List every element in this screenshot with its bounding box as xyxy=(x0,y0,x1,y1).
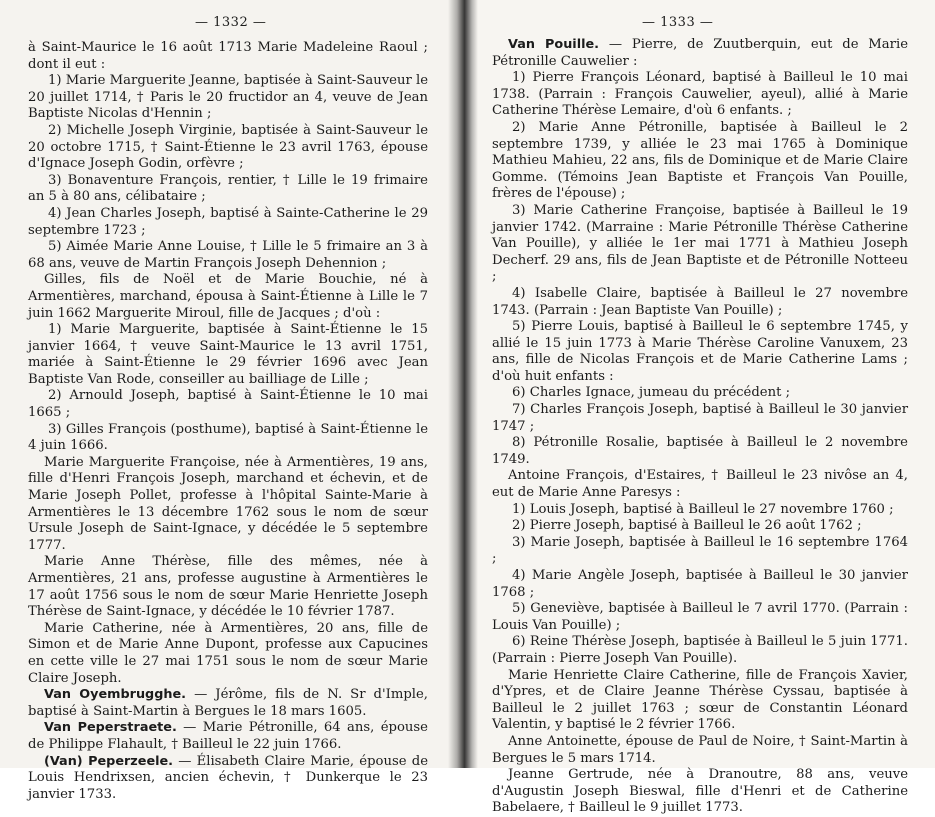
entry-text: — Élisabeth Claire Marie, épouse de Louis Hendrixsen, ancien échevin, † Dunkerque le 23 janvier 1733. xyxy=(28,753,428,802)
list-item: 2) Arnould Joseph, baptisé à Saint-Étienne le 10 mai 1665 ; xyxy=(28,388,428,421)
list-item: 1) Marie Marguerite Jeanne, baptisée à Saint-Sauveur le 20 juillet 1714, † Paris le 20 fructidor an 4, veuve de Jean Baptiste Nicolas d'Hennin ; xyxy=(28,73,428,122)
entry-heading: (Van) Peperzeele. xyxy=(44,753,174,769)
page-text xyxy=(492,37,908,817)
paragraph: à Saint-Maurice le 16 août 1713 Marie Madeleine Raoul ; dont il eut : xyxy=(28,40,428,72)
list-item: 3) Marie Joseph, baptisée à Bailleul le 16 septembre 1764 ; xyxy=(492,534,908,567)
list-item: 4) Isabelle Claire, baptisée à Bailleul le 27 novembre 1743. (Parrain : Jean Baptiste Van Pouille) ; xyxy=(492,285,908,318)
list-item: 5) Pierre Louis, baptisé à Bailleul le 6 septembre 1745, y allié le 15 juin 1773 à Marie Thérèse Caroline Vanuxem, 23 ans, fille de Nicolas François et de Marie Catherine Lams ; d'où huit enfants : xyxy=(492,319,908,384)
paragraph: Marie Anne Thérèse, fille des mêmes, née à Armentières, 21 ans, professe augustine à Armentières le 17 août 1756 sous le nom de sœur Marie Henriette Joseph Thérèse de Saint-Ignace, y décédée le 10 février 1787. xyxy=(28,554,428,620)
paragraph: Jeanne Gertrude, née à Dranoutre, 88 ans, veuve d'Augustin Joseph Bieswal, fille d'Henri et de Catherine Babelaere, † Bailleul le 9 juillet 1773. xyxy=(492,767,908,816)
list-item: 1) Pierre François Léonard, baptisé à Bailleul le 10 mai 1738. (Parrain : François Cauwelier, ayeul), allié à Marie Catherine Thérèse Lemaire, d'où 6 enfants. ; xyxy=(492,70,908,119)
entry-heading: Van Pouille. xyxy=(508,37,600,52)
paragraph: Marie Henriette Claire Catherine, fille de François Xavier, d'Ypres, et de Claire Jeanne Thérèse Cyssau, baptisée à Bailleul le 2 juillet 1763 ; sœur de Constantin Léonard Valentin, y baptisé le 2 février 1766. xyxy=(492,667,908,733)
list-item: 3) Bonaventure François, rentier, † Lille le 19 frimaire an 5 à 80 ans, célibataire ; xyxy=(28,172,428,205)
list-item: 5) Aimée Marie Anne Louise, † Lille le 5 frimaire an 3 à 68 ans, veuve de Martin François Joseph Dehennion ; xyxy=(28,239,428,271)
right-page xyxy=(462,0,935,816)
entry-van-peperzeele xyxy=(28,754,428,804)
list-item: 1) Marie Marguerite, baptisée à Saint-Étienne le 15 janvier 1664, † veuve Saint-Maurice le 13 avril 1751, mariée à Saint-Étienne le 29 février 1696 avec Jean Baptiste Van Rode, conseiller au bailliage de Lille ; xyxy=(28,322,428,387)
list-item: 5) Geneviève, baptisée à Bailleul le 7 avril 1770. (Parrain : Louis Van Pouille) ; xyxy=(492,601,908,633)
list-item: 2) Michelle Joseph Virginie, baptisée à Saint-Sauveur le 20 octobre 1715, † Saint-Étienne le 23 avril 1763, épouse d'Ignace Joseph Godin, orfèvre ; xyxy=(28,122,428,172)
entry-text: — Pierre, de Zuutberquin, eut de Marie Pétronille Cauwelier : xyxy=(492,37,908,69)
entry-van-pouille xyxy=(492,37,908,70)
list-item: 2) Pierre Joseph, baptisé à Bailleul le 26 août 1762 ; xyxy=(512,518,862,534)
list-item: 2) Marie Anne Pétronille, baptisée à Bailleul le 2 septembre 1739, y alliée le 23 mai 1765 à Dominique Mathieu Mahieu, 22 ans, fils de Dominique et de Marie Claire Gomme. (Témoins Jean Baptiste et François Van Pouille, frères de l'épouse) ; xyxy=(492,119,908,202)
entry-text: — Marie Pétronille, 64 ans, épouse de Philippe Flahault, † Bailleul le 22 juin 1766. xyxy=(28,720,428,752)
list-item: 4) Jean Charles Joseph, baptisé à Sainte-Catherine le 29 septembre 1723 ; xyxy=(28,205,428,238)
book-gutter-shadow xyxy=(448,0,478,768)
entry-van-peperstraete xyxy=(28,720,428,753)
paragraph: Marie Catherine, née à Armentières, 20 ans, fille de Simon et de Marie Anne Dupont, professe aux Capucines en cette ville le 27 mai 1751 sous le nom de sœur Marie Claire Joseph. xyxy=(28,620,428,686)
list-item: 6) Charles Ignace, jumeau du précédent ; xyxy=(512,385,791,401)
list-item: 1) Louis Joseph, baptisé à Bailleul le 27 novembre 1760 ; xyxy=(512,501,894,517)
entry-text: — Jérôme, fils de N. Sr d'Imple, baptisé à Saint-Martin à Bergues le 18 mars 1605. xyxy=(28,687,428,719)
paragraph: Gilles, fils de Noël et de Marie Bouchie, né à Armentières, marchand, épousa à Saint-Étienne à Lille le 7 juin 1662 Marguerite Miroul, fille de Jacques ; d'où : xyxy=(28,272,428,321)
list-item: 6) Reine Thérèse Joseph, baptisée à Bailleul le 5 juin 1771. (Parrain : Pierre Joseph Van Pouille). xyxy=(492,634,908,666)
page-number: — 1333 — xyxy=(642,15,714,30)
list-item: 4) Marie Angèle Joseph, baptisée à Bailleul le 30 janvier 1768 ; xyxy=(492,568,908,600)
entry-heading: Van Oyembrugghe. xyxy=(44,687,187,703)
paragraph: Antoine François, d'Estaires, † Bailleul le 23 nivôse an 4, eut de Marie Anne Paresys : xyxy=(492,468,908,501)
page-text xyxy=(28,40,428,803)
paragraph: Anne Antoinette, épouse de Paul de Noire, † Saint-Martin à Bergues le 5 mars 1714. xyxy=(492,733,908,766)
entry-van-oyembrugghe xyxy=(28,687,428,720)
paragraph: Marie Marguerite Françoise, née à Armentières, 19 ans, fille d'Henri François Joseph, marchand et échevin, et de Marie Joseph Pollet, professe à l'hôpital Sainte-Marie à Armentières le 13 décembre 1762 sous le nom de sœur Ursule Joseph de Saint-Ignace, y décédée le 5 septembre 1777. xyxy=(28,454,428,553)
page-number: — 1332 — xyxy=(195,15,267,30)
left-page xyxy=(0,0,462,802)
list-item: 8) Pétronille Rosalie, baptisée à Bailleul le 2 novembre 1749. xyxy=(492,435,908,467)
list-item: 7) Charles François Joseph, baptisé à Bailleul le 30 janvier 1747 ; xyxy=(492,402,908,434)
list-item: 3) Gilles François (posthume), baptisé à Saint-Étienne le 4 juin 1666. xyxy=(28,421,428,454)
entry-heading: Van Peperstraete. xyxy=(44,720,177,736)
list-item: 3) Marie Catherine Françoise, baptisée à Bailleul le 19 janvier 1742. (Marraine : Marie Pétronille Thérèse Catherine Van Pouille), y alliée le 1er mai 1771 à Mathieu Joseph Decherf. 29 ans, fils de Jean Baptiste et de Pétronille Notteeu ; xyxy=(492,202,908,285)
